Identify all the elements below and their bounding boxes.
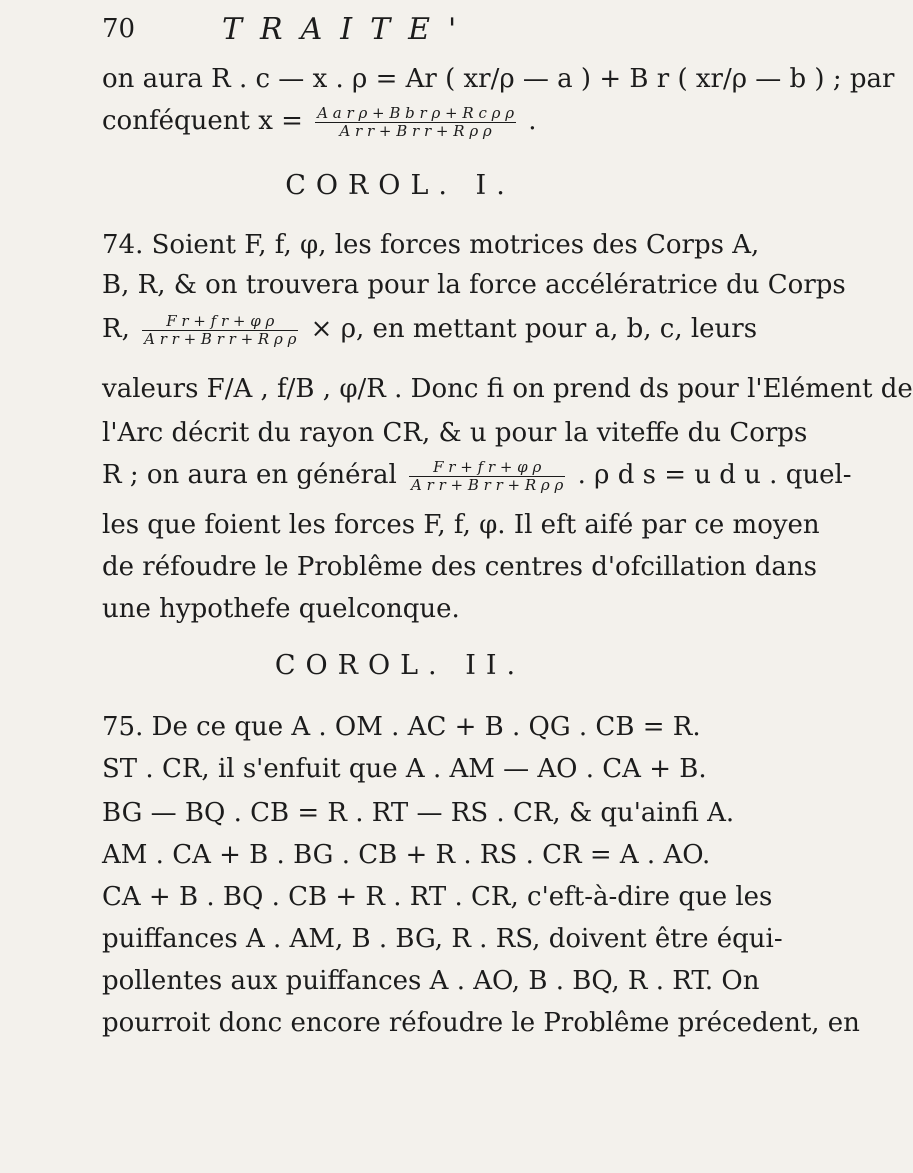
page-header bbox=[102, 12, 702, 52]
equation-line bbox=[102, 457, 852, 494]
fraction bbox=[315, 105, 516, 140]
running-title: TRAITE' bbox=[222, 12, 475, 47]
text-line: l'Arc décrit du rayon CR, & u pour la viteffe du Corps bbox=[102, 418, 808, 448]
equation-line bbox=[102, 311, 758, 348]
text-line: puiffances A . AM, B . BG, R . RS, doivent être équi- bbox=[102, 924, 783, 954]
page-number: 70 bbox=[102, 14, 136, 44]
text-line: CA + B . BQ . CB + R . RT . CR, c'eft-à-dire que les bbox=[102, 882, 773, 912]
fraction bbox=[409, 459, 565, 494]
fraction-denominator: A r r + B r r + R ρ ρ bbox=[339, 121, 492, 140]
fraction bbox=[142, 313, 298, 348]
text-line: de réfoudre le Problême des centres d'ofcillation dans bbox=[102, 552, 817, 582]
text-line: on aura R . c — x . ρ = Ar ( xr/ρ — a ) + B r ( xr/ρ — b ) ; par bbox=[102, 64, 895, 94]
section-heading: COROL. I. bbox=[285, 170, 515, 201]
equation-line bbox=[102, 104, 702, 140]
text-line: pollentes aux puiffances A . AO, B . BQ, R . RT. On bbox=[102, 966, 760, 996]
fraction-numerator: F r + f r + φ ρ bbox=[142, 313, 298, 331]
text-line: pourroit donc encore réfoudre le Problême précedent, en bbox=[102, 1008, 860, 1038]
text-line: valeurs F/A , f/B , φ/R . Donc fi on prend ds pour l'Elément de bbox=[102, 374, 913, 404]
line-suffix: . ρ d s = u d u . quel- bbox=[577, 460, 852, 490]
text-line: 74. Soient F, f, φ, les forces motrices des Corps A, bbox=[102, 230, 760, 260]
line-prefix: conféquent x = bbox=[102, 106, 303, 136]
text-line: les que foient les forces F, f, φ. Il eft aifé par ce moyen bbox=[102, 510, 820, 540]
fraction-denominator: A r r + B r r + R ρ ρ bbox=[411, 475, 564, 494]
text-line: une hypothefe quelconque. bbox=[102, 594, 460, 624]
line-suffix: . bbox=[528, 106, 537, 136]
line-suffix: × ρ, en mettant pour a, b, c, leurs bbox=[310, 314, 758, 344]
fraction-denominator: A r r + B r r + R ρ ρ bbox=[144, 329, 297, 348]
line-prefix: R ; on aura en général bbox=[102, 460, 397, 490]
text-line: 75. De ce que A . OM . AC + B . QG . CB = R. bbox=[102, 712, 701, 742]
text-line: BG — BQ . CB = R . RT — RS . CR, & qu'ainfi A. bbox=[102, 798, 735, 828]
text-line: AM . CA + B . BG . CB + R . RS . CR = A . AO. bbox=[102, 840, 711, 870]
line-prefix: R, bbox=[102, 314, 130, 344]
fraction-numerator: F r + f r + φ ρ bbox=[409, 459, 565, 477]
fraction-numerator: A a r ρ + B b r ρ + R c ρ ρ bbox=[317, 103, 515, 122]
text-line: B, R, & on trouvera pour la force accélératrice du Corps bbox=[102, 270, 846, 300]
text-line: ST . CR, il s'enfuit que A . AM — AO . CA + B. bbox=[102, 754, 707, 784]
section-heading: COROL. II. bbox=[274, 650, 526, 681]
